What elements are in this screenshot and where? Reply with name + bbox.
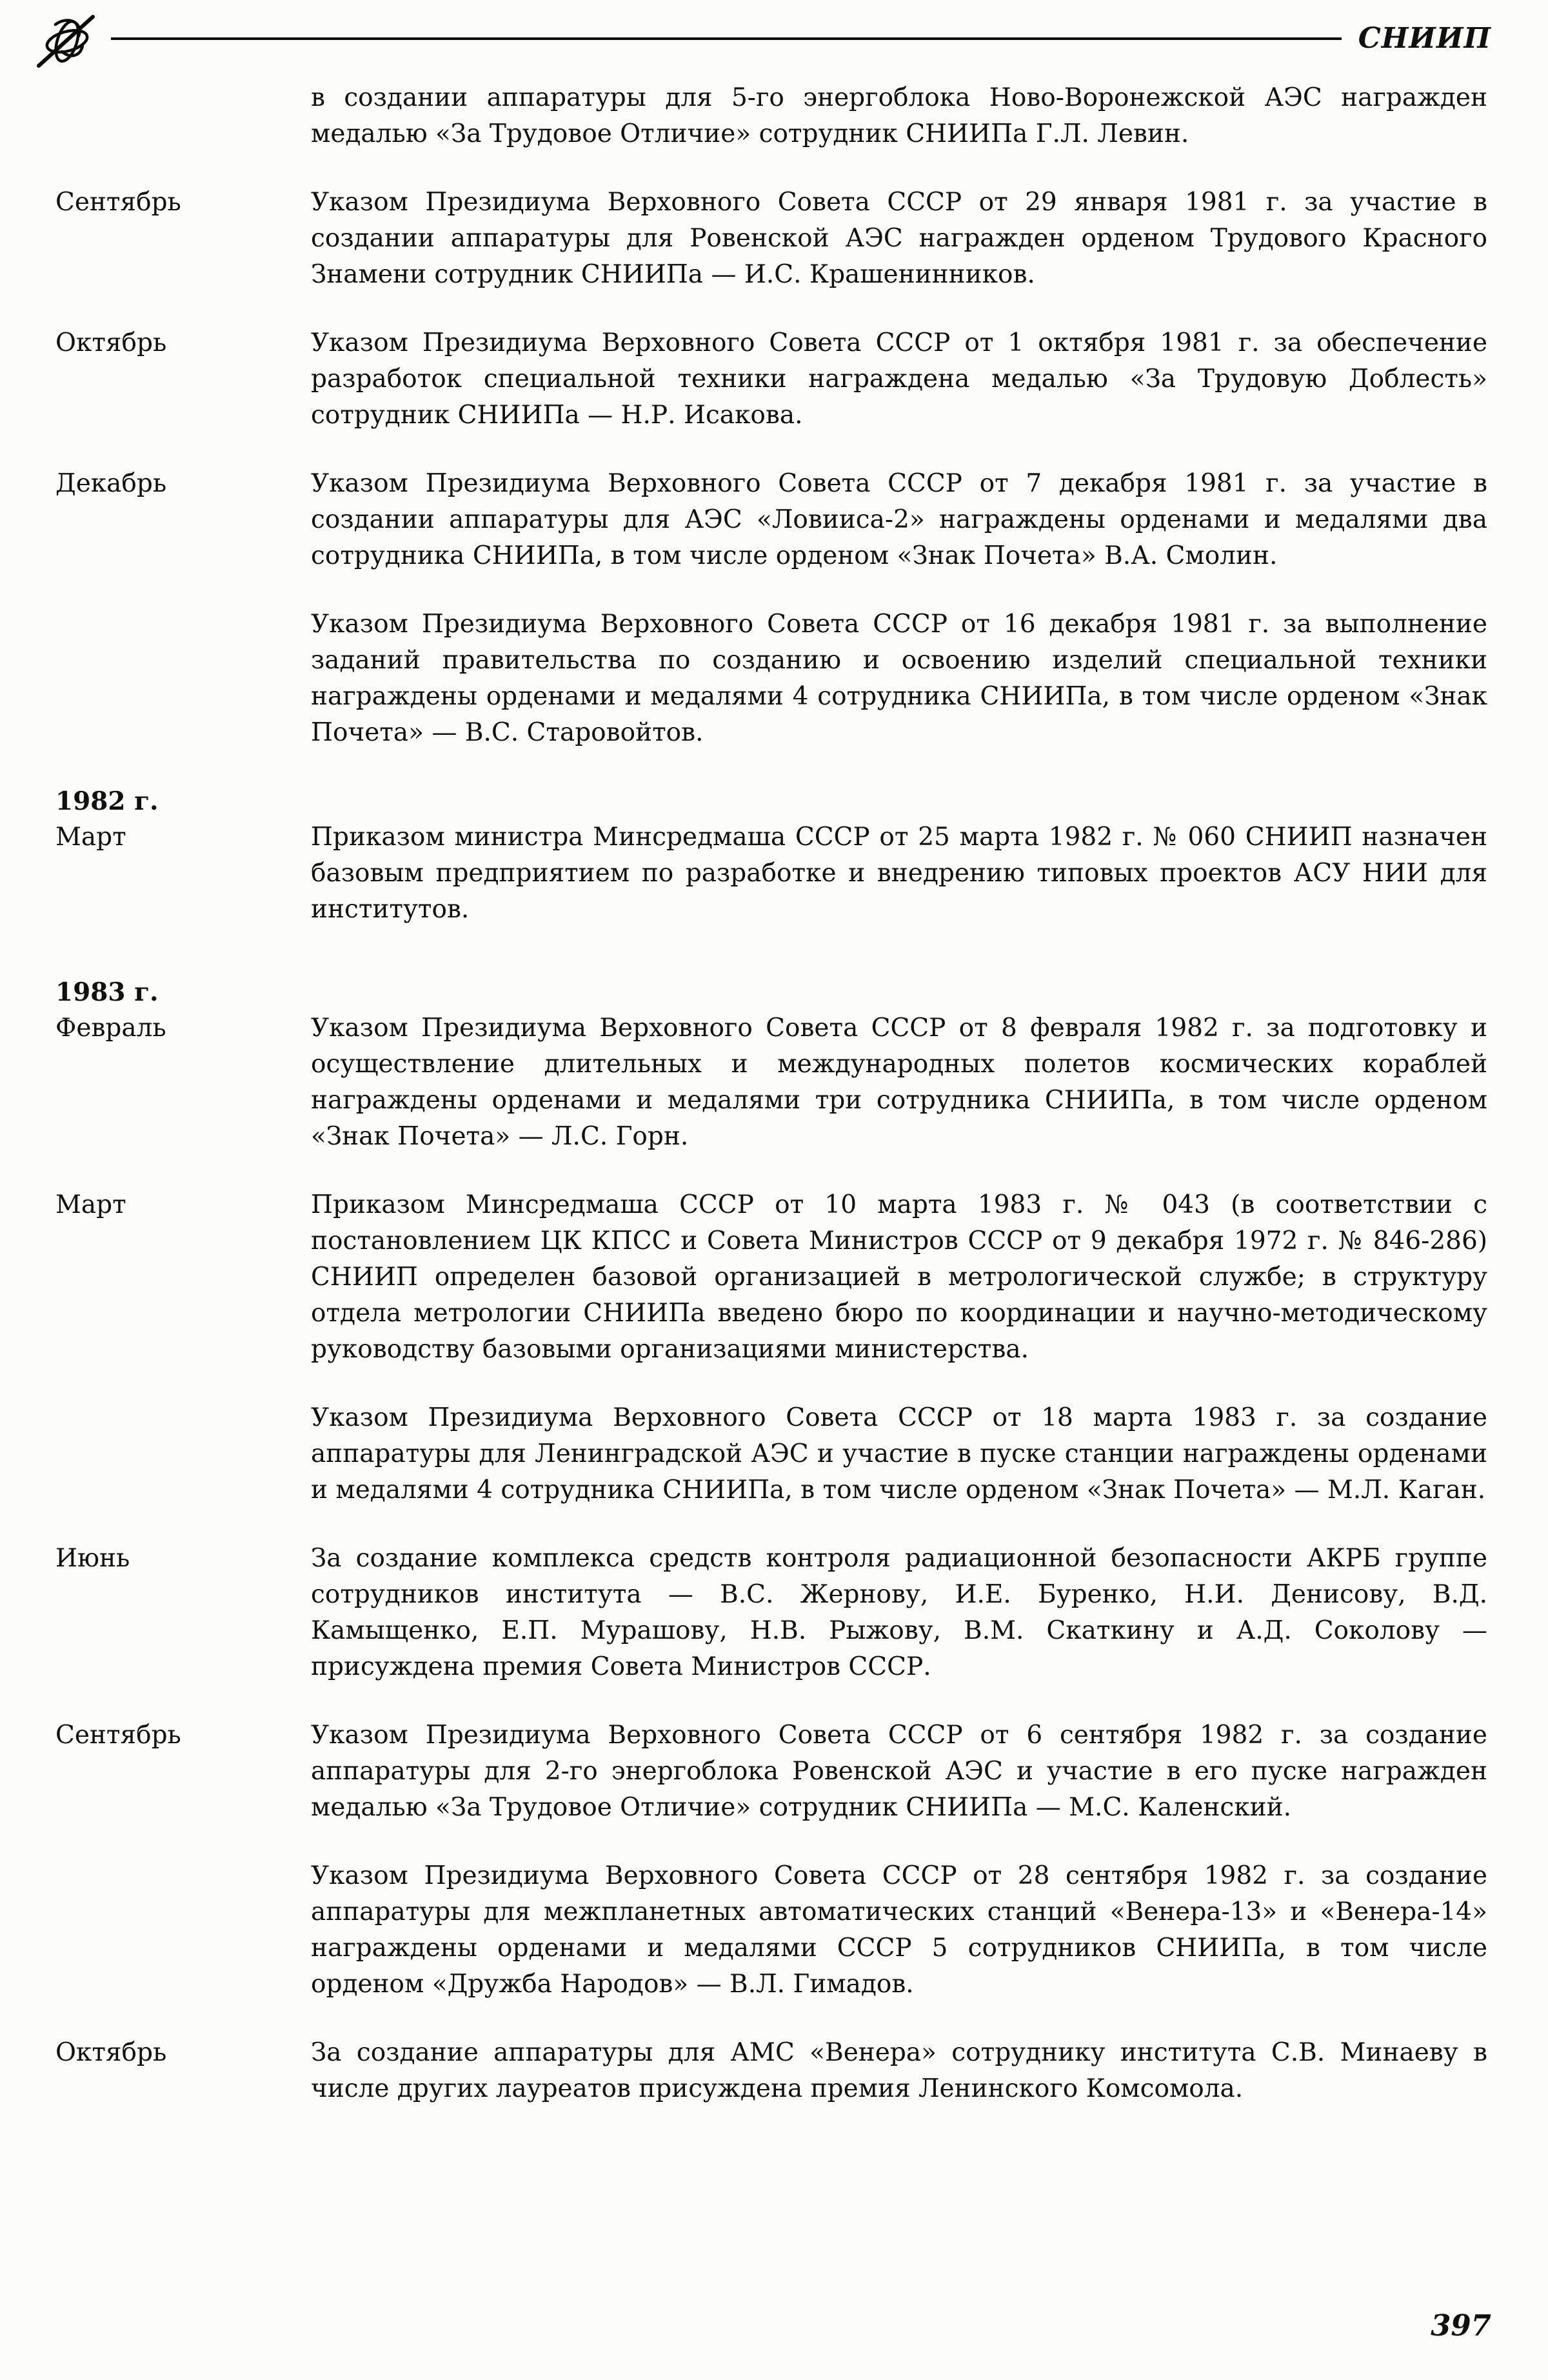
entry-text: Указом Президиума Верховного Совета СССР от 18 марта 1983 г. за создание аппаратуры для Ленинградской АЭС и участие в пуске станции награждены орденами и медалями 4 сотрудника СНИИПа, в том числе орденом «Знак Почета» — М.Л. Каган.	[311, 1403, 1487, 1505]
entry-text: Указом Президиума Верховного Совета СССР от 16 декабря 1981 г. за выполнение заданий правительства по созданию и освоению изделий специальной техники награждены орденами и медалями 4 сотрудника СНИИПа, в том числе орденом «Знак Почета» — В.С. Старовойтов.	[311, 610, 1487, 747]
entry-text: За создание аппаратуры для АМС «Венера» сотруднику института С.В. Минаеву в числе других лауреатов присуждена премия Ленинского Комсомола.	[311, 2038, 1487, 2103]
chronicle-row	[55, 80, 1487, 152]
entry-text: в создании аппаратуры для 5-го энергоблока Ново-Воронежской АЭС награжден медалью «За Трудовое Отличие» сотрудник СНИИПа Г.Л. Левин.	[311, 83, 1487, 148]
month-label: Октябрь	[55, 328, 167, 357]
date-column	[55, 974, 311, 1155]
page-number: 397	[1431, 2308, 1491, 2343]
month-label: Март	[55, 823, 126, 852]
chronicle-row	[55, 1400, 1487, 1508]
chronicle-row	[55, 466, 1487, 574]
chronicle-entries	[0, 68, 1548, 2107]
entry-text: Указом Президиума Верховного Совета СССР от 8 февраля 1982 г. за подготовку и осуществление длительных и международных полетов космических кораблей награждены орденами и медалями три сотрудника СНИИПа, в том числе орденом «Знак Почета» — Л.С. Горн.	[311, 1014, 1487, 1151]
chronicle-row	[55, 1187, 1487, 1368]
month-label: Сентябрь	[55, 188, 181, 217]
date-column	[55, 1187, 311, 1368]
date-column	[55, 325, 311, 434]
month-label: Сентябрь	[55, 1721, 181, 1750]
month-label: Декабрь	[55, 469, 167, 498]
month-label: Февраль	[55, 1014, 166, 1043]
chronicle-row	[55, 185, 1487, 293]
month-label: Март	[55, 1190, 126, 1219]
page-header	[0, 0, 1548, 68]
chronicle-row	[55, 606, 1487, 751]
date-column	[55, 2035, 311, 2107]
entry-text: Указом Президиума Верховного Совета СССР от 29 января 1981 г. за участие в создании аппаратуры для Ровенской АЭС награжден орденом Трудового Красного Знамени сотрудник СНИИПа — И.С. Крашенинников.	[311, 188, 1487, 289]
year-label: 1982 г.	[55, 786, 159, 816]
entry-text: Приказом Минсредмаша СССР от 10 марта 1983 г. № 043 (в соответствии с постановлением ЦК КПСС и Совета Министров СССР от 9 декабря 1972 г. № 846-286) СНИИП определен базовой организацией в метрологической службе; в структуру отдела метрологии СНИИПа введено бюро по координации и научно-методическому руководству базовыми организациями министерства.	[311, 1190, 1487, 1364]
month-label: Октябрь	[55, 2038, 167, 2067]
chronicle-row	[55, 325, 1487, 434]
year-label: 1983 г.	[55, 977, 159, 1007]
chronicle-row	[55, 783, 1487, 928]
date-column	[55, 466, 311, 574]
date-column	[55, 783, 311, 928]
date-column	[55, 80, 311, 152]
chronicle-row	[55, 1858, 1487, 2003]
header-brand: СНИИП	[1358, 22, 1491, 55]
entry-text: Указом Президиума Верховного Совета СССР от 6 сентября 1982 г. за создание аппаратуры для 2-го энергоблока Ровенской АЭС и участие в его пуске награжден медалью «За Трудовое Отличие» сотрудник СНИИПа — М.С. Каленский.	[311, 1721, 1487, 1822]
publisher-logo-icon	[34, 13, 101, 68]
entry-text: Приказом министра Минсредмаша СССР от 25 марта 1982 г. № 060 СНИИП назначен базовым предприятием по разработке и внедрению типовых проектов АСУ НИИ для институтов.	[311, 823, 1487, 924]
date-column	[55, 185, 311, 293]
chronicle-row	[55, 1717, 1487, 1826]
date-column	[55, 1858, 311, 2003]
date-column	[55, 606, 311, 751]
date-column	[55, 1400, 311, 1508]
entry-text: Указом Президиума Верховного Совета СССР от 28 сентября 1982 г. за создание аппаратуры для межпланетных автоматических станций «Венера-13» и «Венера-14» награждены орденами и медалями СССР 5 сотрудников СНИИПа, в том числе орденом «Дружба Народов» — В.Л. Гимадов.	[311, 1861, 1487, 1999]
month-label: Июнь	[55, 1544, 130, 1573]
date-column	[55, 1541, 311, 1685]
entry-text: За создание комплекса средств контроля радиационной безопасности АКРБ группе сотрудников института — В.С. Жернову, И.Е. Буренко, Н.И. Денисову, В.Д. Камыщенко, Е.П. Мурашову, Н.В. Рыжову, В.М. Скаткину и А.Д. Соколову — присуждена премия Совета Министров СССР.	[311, 1544, 1487, 1681]
entry-text: Указом Президиума Верховного Совета СССР от 1 октября 1981 г. за обеспечение разработок специальной техники награждена медалью «За Трудовую Доблесть» сотрудник СНИИПа — Н.Р. Исакова.	[311, 328, 1487, 430]
chronicle-row	[55, 974, 1487, 1155]
header-rule	[111, 37, 1342, 40]
date-column	[55, 1717, 311, 1826]
entry-text: Указом Президиума Верховного Совета СССР от 7 декабря 1981 г. за участие в создании аппаратуры для АЭС «Ловииса-2» награждены орденами и медалями два сотрудника СНИИПа, в том числе орденом «Знак Почета» В.А. Смолин.	[311, 469, 1487, 570]
chronicle-row	[55, 1541, 1487, 1685]
chronicle-row	[55, 2035, 1487, 2107]
